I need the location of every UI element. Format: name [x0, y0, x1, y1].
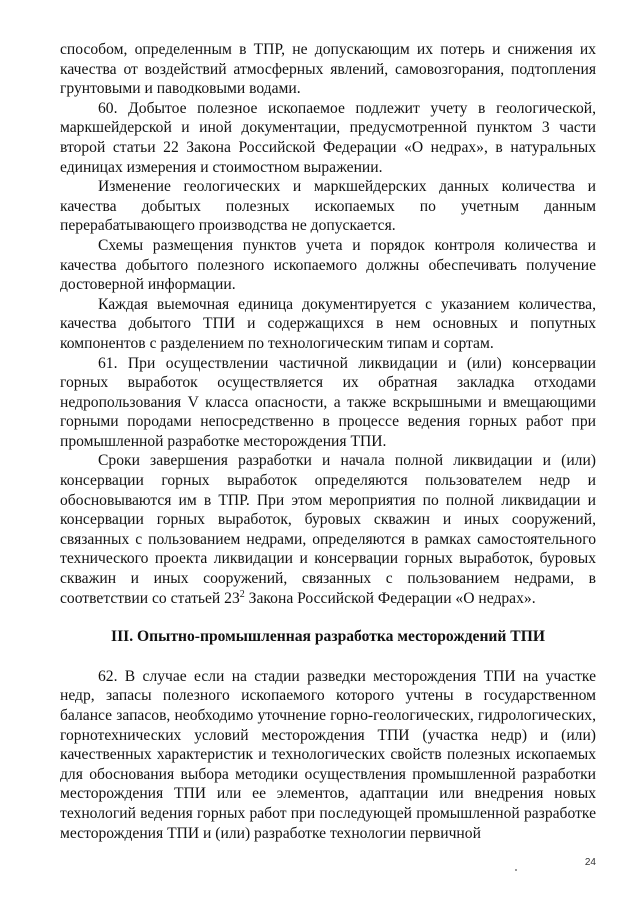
- paragraph-terms: [60, 451, 596, 608]
- paragraph-terms-tail: Закона Российской Федерации «О недрах».: [244, 589, 536, 607]
- paragraph-62: 62. В случае если на стадии разведки месторождения ТПИ на участке недр, запасы полезного ископаемого которого учтены в государственном балансе запасов, необходимо уточнение горно-геологических, гидрологических, горнотехнических условий месторождения ТПИ (участка недр) и (или) качественных характеристик и технологических свойств полезных ископаемых для обоснования выбора методики осуществления промышленной разработки месторождения ТПИ или ее элементов, адаптации или внедрения новых технологий ведения горных работ при последующей промышленной разработке месторождения ТПИ и (или) разработке технологии первичной: [60, 667, 596, 842]
- paragraph-data-change: Изменение геологических и маркшейдерских данных количества и качества добытых полезных ископаемых по учетным данным перерабатывающего производства не допускается.: [60, 178, 596, 235]
- paragraph-61: 61. При осуществлении частичной ликвидации и (или) консервации горных выработок осуществляется их обратная закладка отходами недропользования V класса опасности, а также вскрышными и вмещающими горными породами непосредственно в процессе ведения горных работ при промышленной разработке месторождения ТПИ.: [60, 354, 596, 450]
- article-superscript: 2: [239, 588, 245, 600]
- paragraph-accounting-schemes: Схемы размещения пунктов учета и порядок контроля количества и качества добытого полезного ископаемого должны обеспечивать получение достоверной информации.: [60, 236, 596, 294]
- paragraph-extraction-unit: Каждая выемочная единица документируется с указанием количества, качества добытого ТПИ и содержащихся в нем основных и попутных компонентов с разделением по технологическим типам и сортам.: [60, 295, 596, 352]
- paragraph-terms-main: Сроки завершения разработки и начала полной ликвидации и (или) консервации горных выработок определяются пользователем недр и обосновываются им в ТПР. При этом мероприятия по полной ликвидации и консервации горных выработок, буровых скважин и иных сооружений, связанных с пользованием недрами, определяются в рамках самостоятельного технического проекта ликвидации и консервации горных выработок, буровых скважин и иных сооружений, связанных с пользованием недрами, в соответствии со статьей 23: [60, 452, 596, 607]
- page-number: 24: [584, 857, 596, 868]
- paragraph-60: 60. Добытое полезное ископаемое подлежит учету в геологической, маркшейдерской и иной документации, предусмотренной пунктом 3 части второй статьи 22 Закона Российской Федерации «О недрах», в натуральных единицах измерения и стоимостном выражении.: [60, 99, 596, 176]
- paragraph-continuation: способом, определенным в ТПР, не допускающим их потерь и снижения их качества от воздействий атмосферных явлений, самовозгорания, подтопления грунтовыми и паводковыми водами.: [60, 41, 596, 98]
- scan-speck: [515, 869, 517, 871]
- section-heading: III. Опытно-промышленная разработка месторождений ТПИ: [111, 628, 545, 646]
